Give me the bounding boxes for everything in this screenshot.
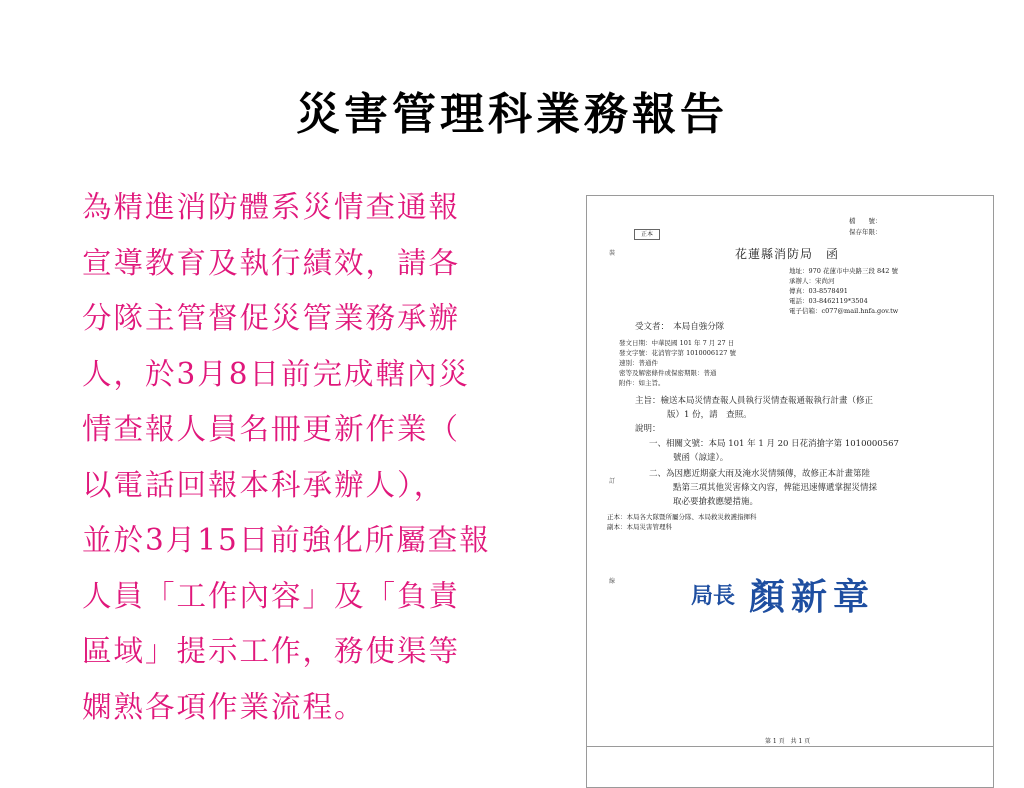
subject-line-2: 版）1 份，請 查照。 [667,410,752,420]
director-seal [691,564,921,624]
body-line: 人，於3月8日前完成轄內災 [82,356,471,391]
agency-email: 電子信箱：c077@mail.hnfa.gov.tw [789,307,899,315]
director-name: 顏新章 [749,575,876,618]
file-number-label: 檔 號： [849,217,882,225]
issue-date: 發文日期：中華民國 101 年 7 月 27 日 [619,339,735,347]
security-level: 密等及解密條件或保密期限：普通 [619,369,717,377]
body-line: 宣導教育及執行績效，請各 [82,245,461,280]
scanned-official-letter [586,195,994,749]
copy-label: 正本 [634,229,660,240]
delivery-speed: 速別：普通件 [619,359,658,367]
binding-mark: 線 [609,578,616,585]
explanation-item-2: 二、為因應近期豪大雨及淹水災情頻傳，故修正本計畫第陸 [649,469,871,479]
explanation-item-2-cont: 點第三項其他災害條文內容，俾能迅速傳遞掌握災情採 [673,483,878,493]
body-line: 區域」提示工作，務使渠等 [82,634,461,668]
agency-phone: 電話：03-8462119*3504 [789,297,868,305]
second-page-edge [586,746,994,788]
document-number: 發文字號：花消管字第 1010006127 號 [619,349,736,357]
subject-line-1: 主旨：檢送本局災情查報人員執行災情查報通報執行計畫（修正 [635,396,874,406]
slide-title: 災害管理科業務報告 [296,89,728,140]
body-line: 為精進消防體系災情查通報 [82,190,461,224]
agency-title: 花蓮縣消防局 函 [735,247,840,261]
agency-contact: 承辦人：宋尚河 [789,277,835,285]
body-line: 情查報人員名冊更新作業（ [82,412,461,446]
body-line: 並於3月15日前強化所屬查報 [82,523,491,557]
agency-address: 地址：970 花蓮市中央路三段 842 號 [789,267,899,275]
agency-fax: 傳真：03-8578491 [789,287,848,295]
explanation-item-1-cont: 號函（諒達）。 [673,453,729,463]
explanation-label: 說明： [635,424,661,434]
body-line: 分隊主管督促災管業務承辦 [82,301,461,335]
explanation-item-2-end: 取必要搶救應變措施。 [673,497,759,507]
recipient: 受文者： 本局自強分隊 [635,322,725,332]
retention-label: 保存年限： [849,228,882,236]
binding-mark: 裝 [609,250,616,257]
body-line: 嫻熟各項作業流程。 [82,689,366,724]
cc-main: 正本：本局各大隊暨所屬分隊、本局救災救護指揮科 [607,513,757,521]
page-footer: 第 1 頁 共 1 頁 [765,738,811,745]
body-line: 人員「工作內容」及「負責 [82,578,461,613]
cc-copy: 副本：本局災害管理科 [607,523,672,531]
body-line: 以電話回報本科承辦人）， [82,467,446,502]
director-title: 局長 [691,583,736,609]
body-text [82,180,580,735]
explanation-item-1: 一、相關文號：本局 101 年 1 月 20 日花消搶字第 1010000567 [649,439,899,449]
attachment-note: 附件：如主旨。 [619,379,665,387]
binding-mark: 訂 [609,478,616,485]
